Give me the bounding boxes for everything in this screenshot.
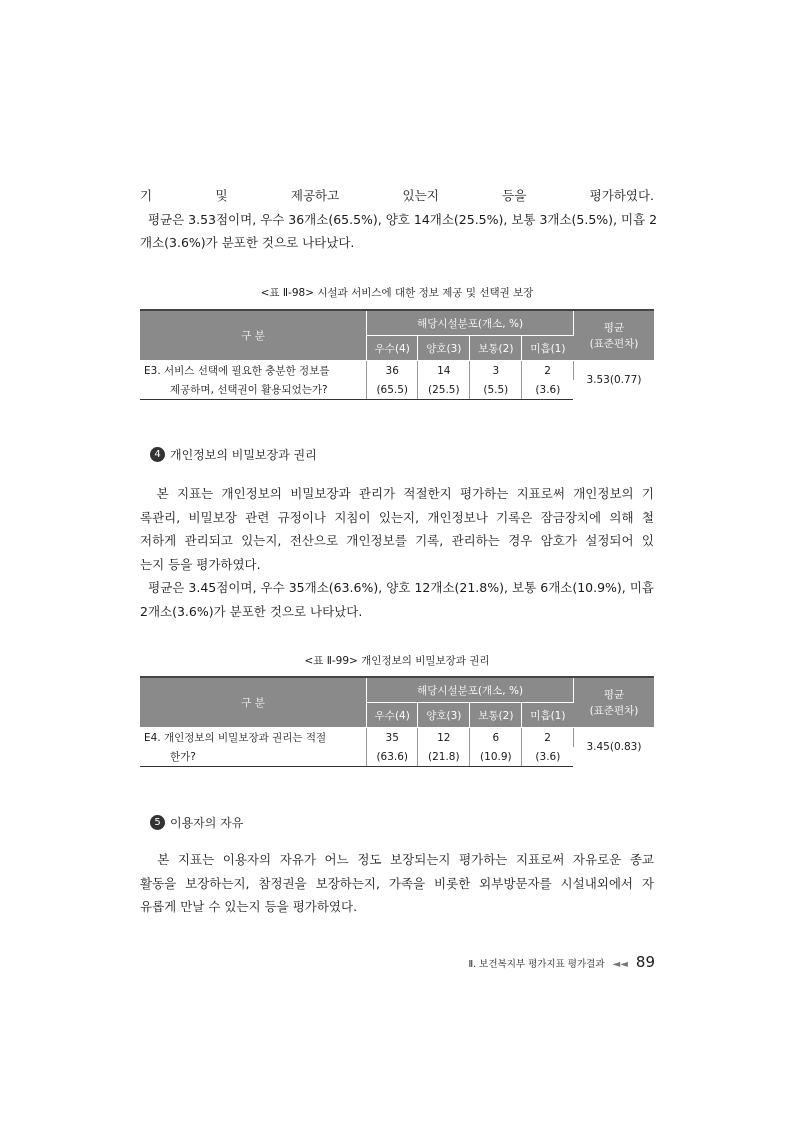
cell-percent: (65.5) bbox=[367, 380, 418, 400]
text-line: 본 지표는 개인정보의 비밀보장과 관리가 적절한지 평가하는 지표로써 개인정보의 기 bbox=[140, 486, 654, 501]
section-title: 개인정보의 비밀보장과 권리 bbox=[170, 448, 317, 462]
cell-count: 2 bbox=[522, 728, 574, 748]
cell-count: 3 bbox=[470, 361, 522, 381]
text-line: 유롭게 만날 수 있는지 등을 평가하였다. bbox=[140, 899, 358, 914]
col-header-average-grade: 보통(2) bbox=[470, 336, 522, 361]
item-label: E3. 서비스 선택에 필요한 충분한 정보를 bbox=[140, 361, 367, 381]
item-label: E4. 개인정보의 비밀보장과 권리는 적절 bbox=[140, 728, 367, 748]
section-title: 이용자의 자유 bbox=[170, 816, 244, 830]
section-heading-5 bbox=[150, 814, 243, 831]
text-line: 2개소(3.6%)가 분포한 것으로 나타났다. bbox=[140, 603, 363, 619]
intro-paragraph bbox=[140, 184, 658, 255]
col-header-average-grade: 보통(2) bbox=[470, 703, 522, 728]
stats-table-98 bbox=[140, 309, 654, 400]
cell-count: 36 bbox=[367, 361, 418, 381]
text-line: 본 지표는 이용자의 자유가 어느 정도 보장되는지 평가하는 지표로써 자유로운 종교 bbox=[140, 852, 654, 867]
text-line: 활동을 보장하는지, 참정권을 보장하는지, 가족을 비롯한 외부방문자를 시설내외에서 자 bbox=[140, 875, 654, 891]
cell-percent: (3.6) bbox=[522, 747, 574, 767]
cell-average: 3.53(0.77) bbox=[586, 374, 642, 387]
cell-percent: (63.6) bbox=[367, 747, 418, 767]
avg-header-line1: 평균 bbox=[603, 688, 625, 701]
double-arrow-left-icon: ◄◄ bbox=[612, 959, 628, 970]
col-header-excellent: 우수(4) bbox=[367, 336, 418, 361]
text-line: 평균은 3.53점이며, 우수 36개소(65.5%), 양호 14개소(25.5%), 보통 3개소(5.5%), 미흡 2 bbox=[140, 211, 658, 227]
text-line: 록관리, 비밀보장 관련 규정이나 지침이 있는지, 개인정보나 기록은 잠금장치에 의해 철 bbox=[140, 509, 654, 525]
avg-header-line2: (표준편차) bbox=[589, 704, 639, 717]
body-paragraph bbox=[140, 848, 654, 919]
cell-count: 2 bbox=[522, 361, 574, 381]
stats-table-99 bbox=[140, 676, 654, 767]
text-line: 는지 등을 평가하였다. bbox=[140, 556, 261, 572]
page-footer bbox=[468, 953, 655, 971]
col-header-average bbox=[573, 310, 654, 361]
avg-header-line2: (표준편차) bbox=[589, 337, 639, 350]
cell-count: 6 bbox=[470, 728, 522, 748]
section-heading-4 bbox=[150, 446, 317, 463]
table-caption: <표 Ⅱ-99> 개인정보의 비밀보장과 권리 bbox=[304, 655, 490, 667]
text-line: 기 및 제공하고 있는지 등을 평가하였다. bbox=[140, 188, 654, 203]
col-header-good: 양호(3) bbox=[418, 336, 470, 361]
text-line: 개소(3.6%)가 분포한 것으로 나타났다. bbox=[140, 235, 355, 250]
footer-chapter-title: Ⅱ. 보건복지부 평가지표 평가결과 bbox=[468, 959, 605, 970]
col-header-poor: 미흡(1) bbox=[522, 703, 574, 728]
cell-average: 3.45(0.83) bbox=[586, 741, 642, 754]
item-label-cont bbox=[140, 747, 367, 767]
cell-count: 12 bbox=[418, 728, 470, 748]
col-header-excellent: 우수(4) bbox=[367, 703, 418, 728]
avg-header-line1: 평균 bbox=[603, 321, 625, 334]
text-line: 저하게 관리되고 있는지, 전산으로 개인정보를 기록, 관리하는 경우 암호가 설정되어 있 bbox=[140, 533, 654, 548]
col-header-distribution: 해당시설분포(개소, %) bbox=[367, 677, 574, 703]
cell-percent: (3.6) bbox=[522, 380, 574, 400]
circled-number-icon: 5 bbox=[150, 815, 165, 830]
cell-count: 35 bbox=[367, 728, 418, 748]
item-label-cont bbox=[140, 380, 367, 400]
col-header-average bbox=[573, 677, 654, 728]
text-line: 평균은 3.45점이며, 우수 35개소(63.6%), 양호 12개소(21.8%), 보통 6개소(10.9%), 미흡 bbox=[140, 580, 654, 595]
col-header-good: 양호(3) bbox=[418, 703, 470, 728]
cell-count: 14 bbox=[418, 361, 470, 381]
body-paragraph bbox=[140, 482, 654, 623]
cell-percent: (5.5) bbox=[470, 380, 522, 400]
item-label-line2: 한가? bbox=[170, 751, 196, 763]
cell-percent: (10.9) bbox=[470, 747, 522, 767]
col-header-category: 구 분 bbox=[140, 677, 367, 728]
col-header-distribution: 해당시설분포(개소, %) bbox=[367, 310, 574, 336]
table-caption: <표 Ⅱ-98> 시설과 서비스에 대한 정보 제공 및 선택권 보장 bbox=[260, 287, 534, 299]
col-header-poor: 미흡(1) bbox=[522, 336, 574, 361]
circled-number-icon: 4 bbox=[150, 447, 165, 462]
page-number: 89 bbox=[635, 953, 655, 971]
cell-percent: (25.5) bbox=[418, 380, 470, 400]
cell-percent: (21.8) bbox=[418, 747, 470, 767]
item-label-line2: 제공하며, 선택권이 활용되었는가? bbox=[170, 384, 328, 396]
col-header-category: 구 분 bbox=[140, 310, 367, 361]
